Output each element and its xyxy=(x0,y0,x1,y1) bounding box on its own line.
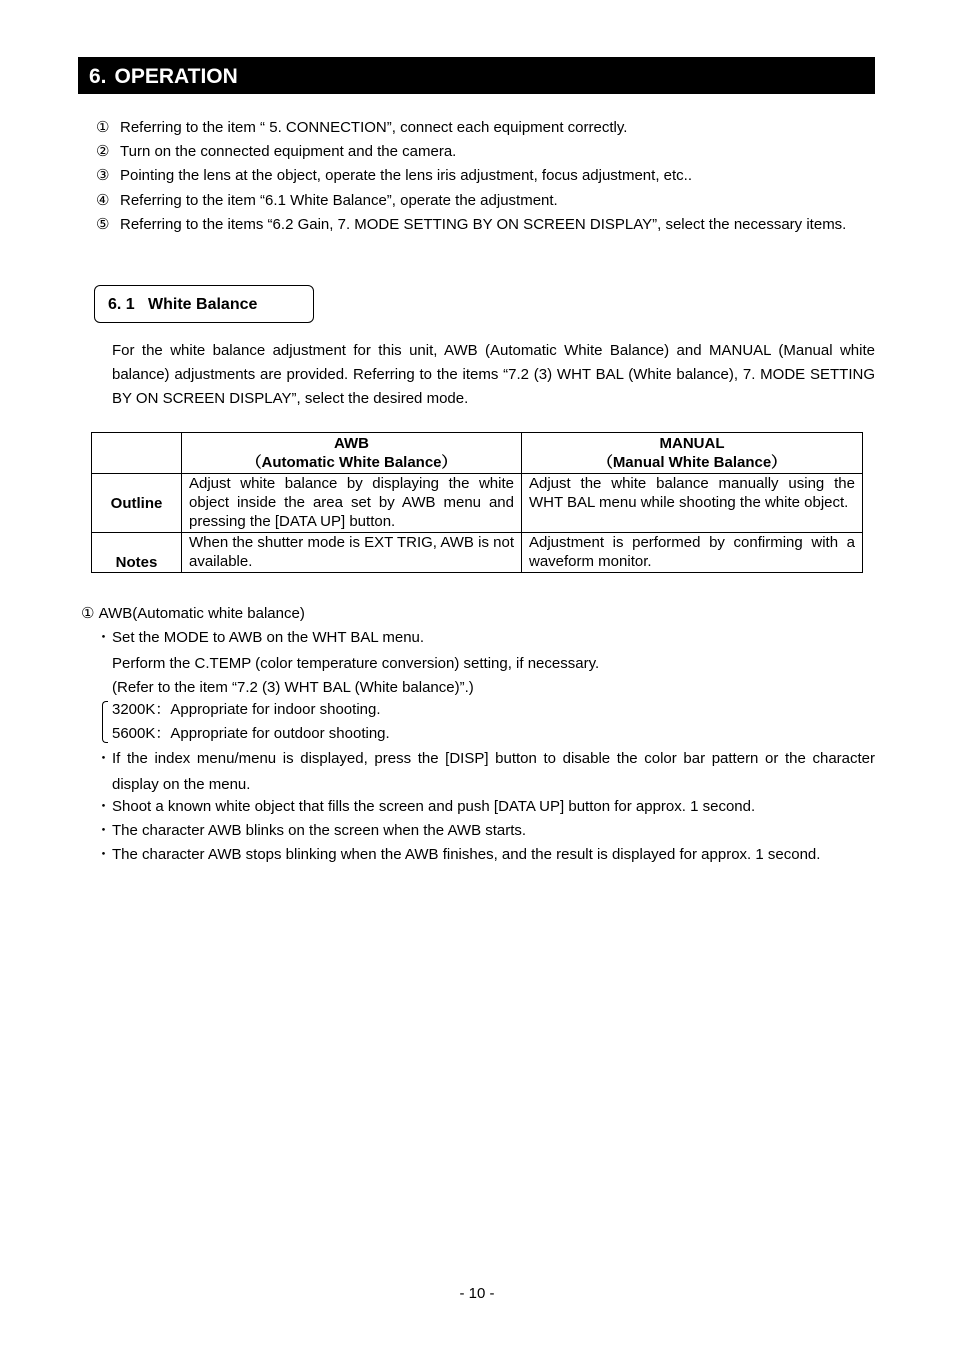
bullet-text: The character AWB stops blinking when the AWB finishes, and the result is displayed for approx. 1 second. xyxy=(112,846,821,863)
intro-paragraph: For the white balance adjustment for this unit, AWB (Automatic White Balance) and MANUAL (Manual white balance) adjustments are provided. Referring to the items “7.2 (3) WHT BAL (White balance), 7. MODE SETTING BY ON SCREEN DISPLAY”, select the desired mode. xyxy=(112,342,875,407)
bullet-mark: ・ xyxy=(96,750,112,767)
bullet-mark: ・ xyxy=(96,629,112,646)
step-4 xyxy=(96,189,875,213)
manual-header-subtitle: （Manual White Balance） xyxy=(597,454,787,471)
list-item xyxy=(96,746,875,798)
step-1 xyxy=(96,116,875,140)
step-mark: ③ xyxy=(96,167,110,184)
awb-header-subtitle: （Automatic White Balance） xyxy=(246,454,457,471)
awb-heading-mark: ① xyxy=(81,605,95,622)
option-3200k: 3200K：Appropriate for indoor shooting. xyxy=(112,701,381,718)
row-label: Outline xyxy=(92,474,182,533)
section-number: 6. xyxy=(89,65,107,88)
subsection-number: 6. 1 xyxy=(108,296,135,313)
manual-header-title: MANUAL xyxy=(659,435,725,452)
manual-notes-cell: Adjustment is performed by confirming with a waveform monitor. xyxy=(522,533,863,573)
step-mark: ④ xyxy=(96,192,110,209)
option-5600k: 5600K：Appropriate for outdoor shooting. xyxy=(112,725,390,742)
row-label: Notes xyxy=(92,533,182,573)
table-header-row xyxy=(92,433,863,474)
option-bracket xyxy=(102,701,108,743)
table-corner-cell xyxy=(92,433,182,474)
step-3 xyxy=(96,164,875,188)
manual-outline-cell: Adjust the white balance manually using the WHT BAL menu while shooting the white object. xyxy=(522,474,863,533)
list-item xyxy=(96,819,875,843)
bullet-text: If the index menu/menu is displayed, press the [DISP] button to disable the color bar pattern or the character display on the menu. xyxy=(112,750,875,793)
ctemp-text: Perform the C.TEMP (color temperature conversion) setting, if necessary. xyxy=(112,655,600,672)
step-text: Pointing the lens at the object, operate the lens iris adjustment, focus adjustment, etc.. xyxy=(120,167,692,184)
bullet-text: Set the MODE to AWB on the WHT BAL menu. xyxy=(112,629,425,646)
step-mark: ① xyxy=(96,119,110,136)
step-text: Referring to the item “ 5. CONNECTION”, connect each equipment correctly. xyxy=(120,119,628,136)
step-5 xyxy=(96,213,875,237)
section-title-text: OPERATION xyxy=(114,65,238,88)
list-item xyxy=(96,843,875,867)
step-text: Referring to the items “6.2 Gain, 7. MODE SETTING BY ON SCREEN DISPLAY”, select the necessary items. xyxy=(120,216,847,233)
section-title xyxy=(78,57,875,94)
bullet-mark: ・ xyxy=(96,798,112,815)
bullet-text: Shoot a known white object that fills the screen and push [DATA UP] button for approx. 1 second. xyxy=(112,798,756,815)
subsection-heading xyxy=(94,285,314,323)
step-mark: ② xyxy=(96,143,110,160)
subsection-title: White Balance xyxy=(148,296,258,313)
table-row xyxy=(92,474,863,533)
manual-header-cell xyxy=(522,433,863,474)
awb-outline-cell: Adjust white balance by displaying the white object inside the area set by AWB menu and pressing the [DATA UP] button. xyxy=(182,474,522,533)
awb-heading xyxy=(81,602,305,626)
refer-text: (Refer to the item “7.2 (3) WHT BAL (White balance)”.) xyxy=(112,679,474,696)
awb-notes-cell: When the shutter mode is EXT TRIG, AWB is not available. xyxy=(182,533,522,573)
awb-header-cell xyxy=(182,433,522,474)
awb-header-title: AWB xyxy=(334,435,369,452)
step-2 xyxy=(96,140,875,164)
step-text: Referring to the item “6.1 White Balance”, operate the adjustment. xyxy=(120,192,558,209)
bullet-mark: ・ xyxy=(96,846,112,863)
step-text: Turn on the connected equipment and the camera. xyxy=(120,143,457,160)
step-mark: ⑤ xyxy=(96,216,110,233)
page-number: - 10 - xyxy=(459,1285,495,1302)
bullet-mark: ・ xyxy=(96,822,112,839)
list-item xyxy=(96,795,875,819)
list-item xyxy=(96,626,875,650)
table-row xyxy=(92,533,863,573)
awb-heading-text: AWB(Automatic white balance) xyxy=(98,605,305,622)
bullet-text: The character AWB blinks on the screen when the AWB starts. xyxy=(112,822,527,839)
white-balance-table xyxy=(91,432,863,573)
